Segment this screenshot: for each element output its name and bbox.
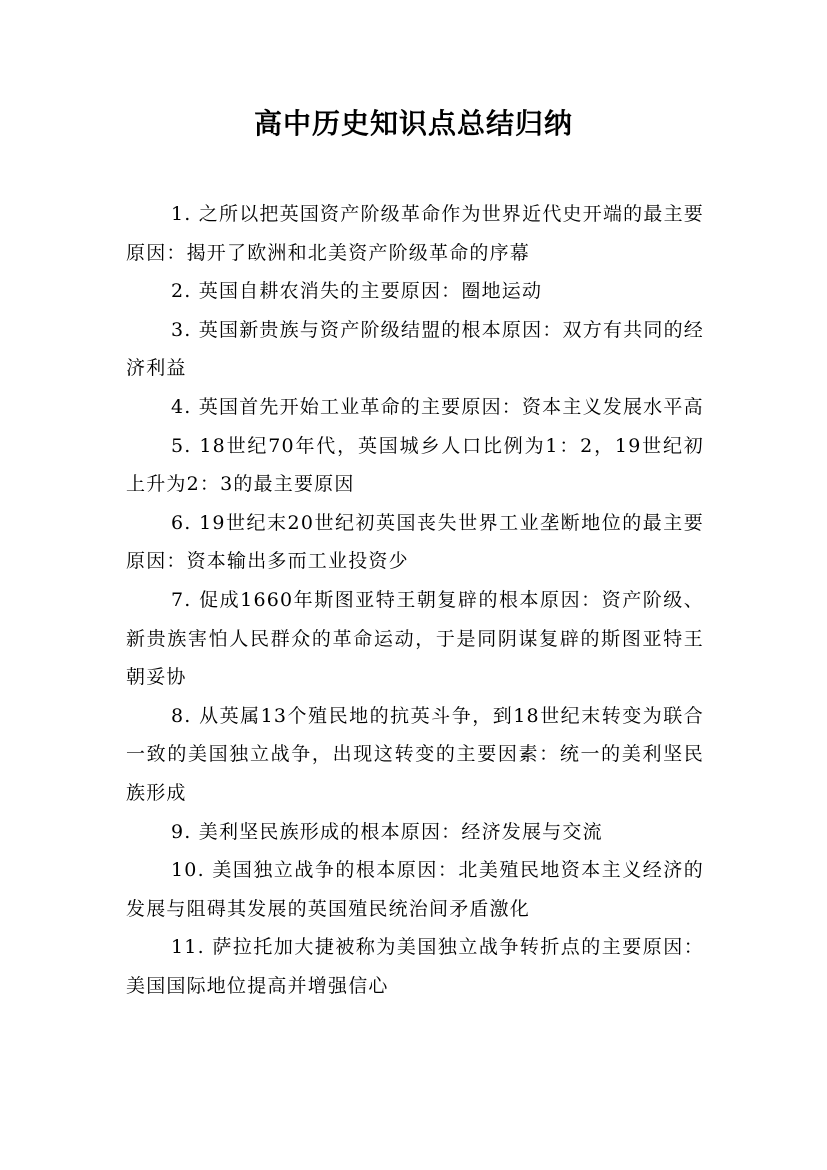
paragraph-1: 1. 之所以把英国资产阶级革命作为世界近代史开端的最主要原因：揭开了欧洲和北美资产阶级革命的序幕 bbox=[126, 203, 704, 264]
paragraph-10: 10. 美国独立战争的根本原因：北美殖民地资本主义经济的发展与阻碍其发展的英国殖民统治间矛盾激化 bbox=[126, 859, 704, 920]
paragraph-3: 3. 英国新贵族与资产阶级结盟的根本原因：双方有共同的经济利益 bbox=[126, 318, 704, 380]
paragraph-11: 11. 萨拉托加大捷被称为美国独立战争转折点的主要原因：美国国际地位提高并增强信心 bbox=[126, 936, 704, 997]
document-body bbox=[126, 195, 704, 1005]
paragraph-4: 4. 英国首先开始工业革命的主要原因：资本主义发展水平高 bbox=[171, 395, 704, 418]
paragraph-2: 2. 英国自耕农消失的主要原因：圈地运动 bbox=[171, 280, 543, 303]
paragraph-8: 8. 从英属13个殖民地的抗英斗争，到18世纪末转变为联合一致的美国独立战争，出现这转变的主要因素：统一的美利坚民族形成 bbox=[126, 704, 704, 804]
paragraph-5: 5. 18世纪70年代，英国城乡人口比例为1：2，19世纪初上升为2：3的最主要原因 bbox=[126, 434, 704, 496]
paragraph-6: 6. 19世纪末20世纪初英国丧失世界工业垄断地位的最主要原因：资本输出多而工业投资少 bbox=[126, 511, 704, 573]
paragraph-9: 9. 美利坚民族形成的根本原因：经济发展与交流 bbox=[171, 820, 603, 843]
paragraph-7: 7. 促成1660年斯图亚特王朝复辟的根本原因：资产阶级、新贵族害怕人民群众的革命运动，于是同阴谋复辟的斯图亚特王朝妥协 bbox=[126, 588, 704, 689]
document-title: 高中历史知识点总结归纳 bbox=[253, 107, 573, 140]
